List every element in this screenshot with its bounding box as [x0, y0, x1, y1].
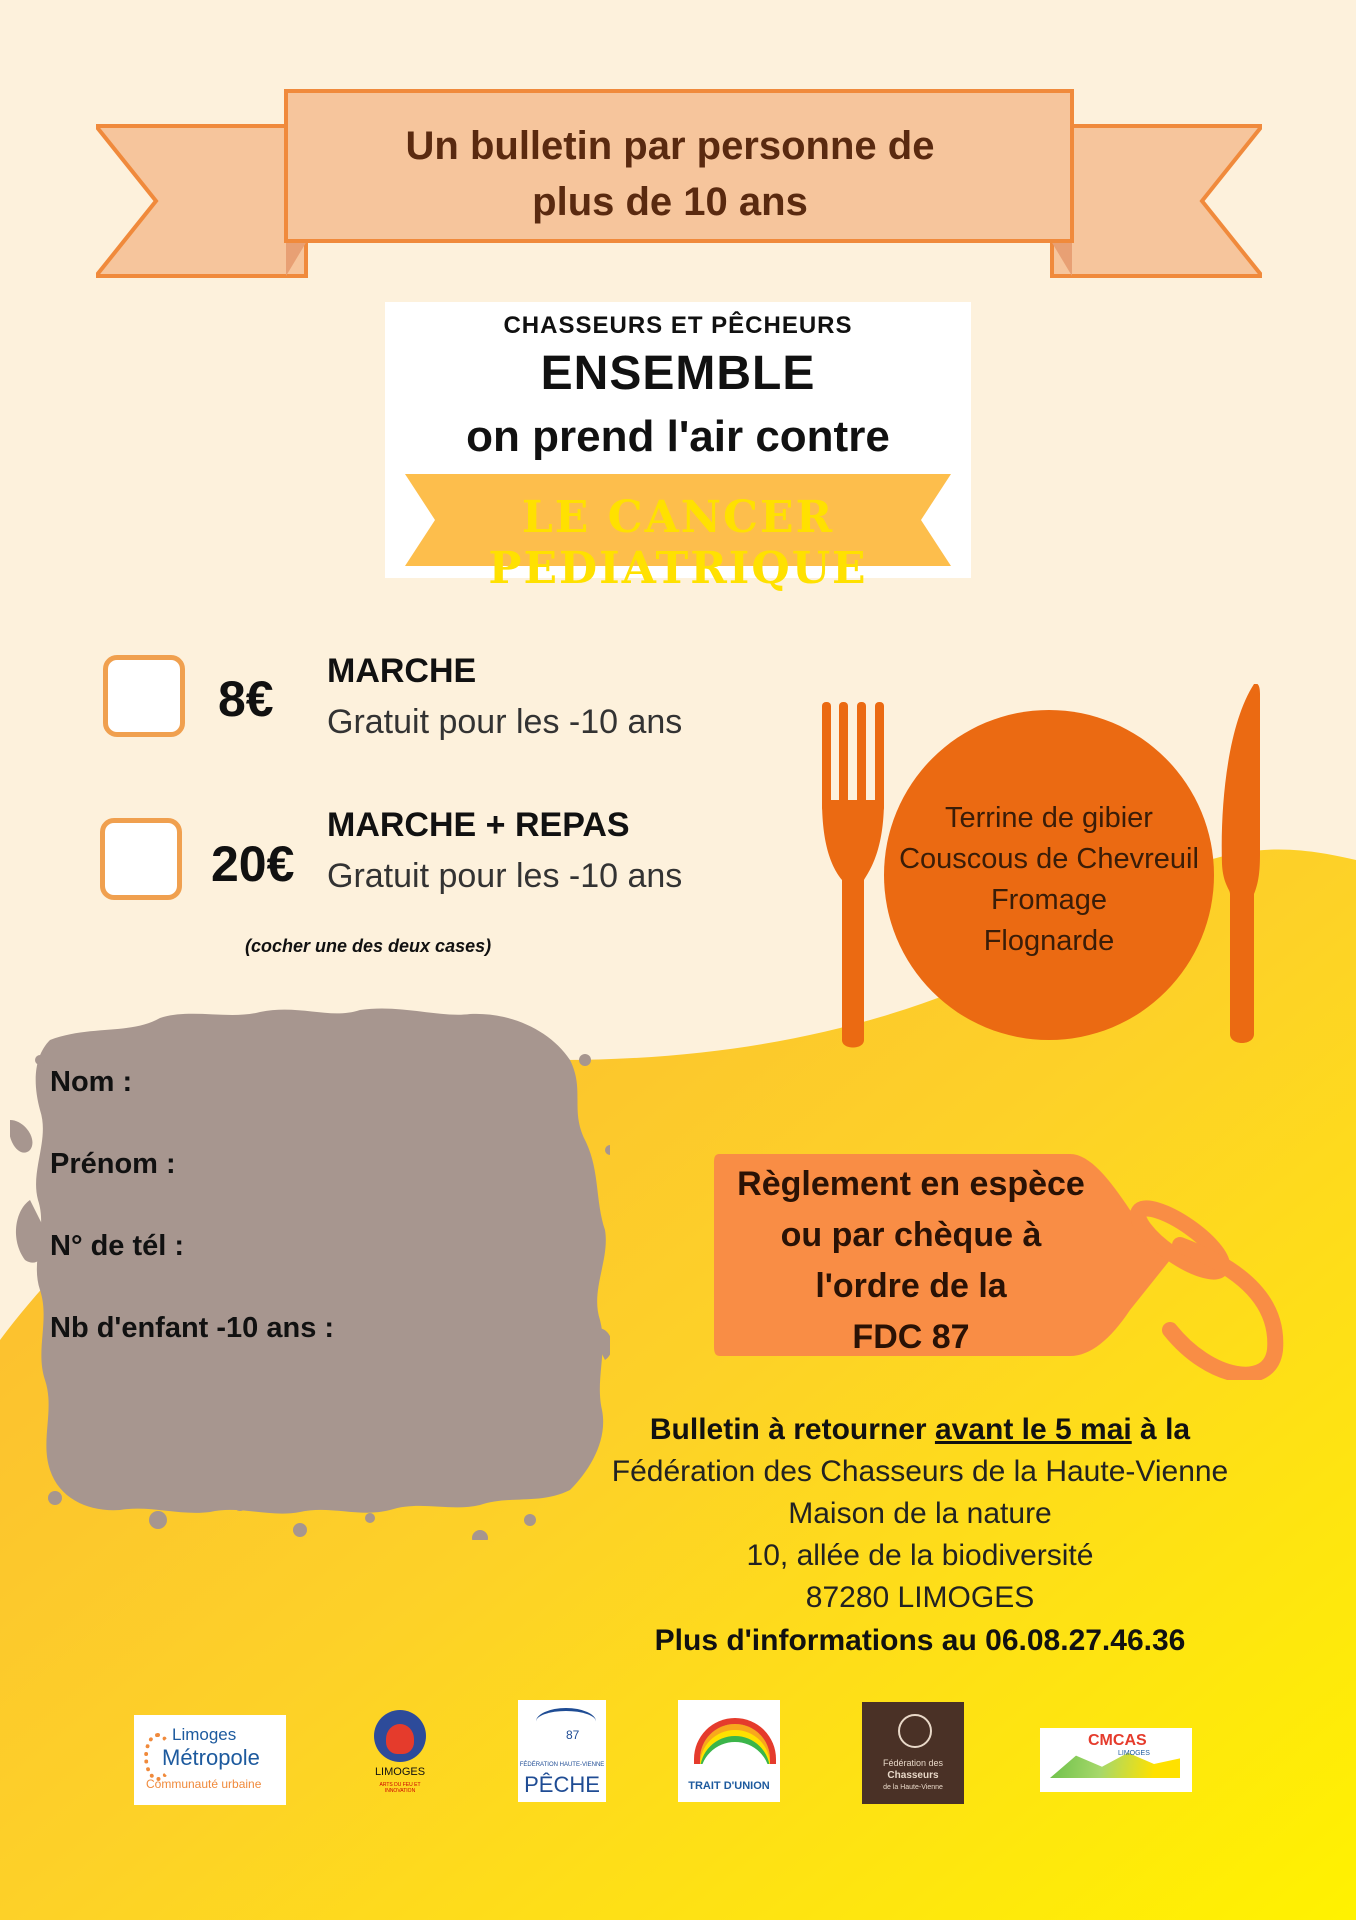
payment-line4: FDC 87: [852, 1318, 970, 1356]
ribbon-text: [290, 118, 1050, 230]
logo-cmcas: [1040, 1728, 1192, 1792]
ribbon-line1: Un bulletin par personne de: [405, 124, 935, 168]
return-prefix: Bulletin à retourner: [649, 1413, 935, 1446]
option-sub-marche: Gratuit pour les -10 ans: [327, 703, 683, 741]
title-heading: ENSEMBLE: [540, 347, 816, 400]
metropole-line2: Métropole: [162, 1745, 260, 1770]
limoges-flame-icon: [386, 1724, 414, 1754]
form-label-enfants: Nb d'enfant -10 ans :: [50, 1312, 335, 1344]
chasseurs-line2: Chasseurs: [887, 1770, 939, 1781]
payment-info: [716, 1159, 1106, 1363]
return-line5: 87280 LIMOGES: [805, 1581, 1035, 1614]
trait-union-name: TRAIT D'UNION: [688, 1780, 770, 1792]
fork-icon: [820, 700, 886, 1050]
option-sub-marche-repas: Gratuit pour les -10 ans: [327, 857, 683, 895]
title-banner-text: LE CANCER PEDIATRIQUE: [488, 492, 868, 594]
checkbox-marche-repas[interactable]: [100, 818, 182, 900]
ribbon-line2: plus de 10 ans: [532, 180, 808, 224]
options-note: (cocher une des deux cases): [245, 936, 492, 956]
form-label-prenom: Prénom :: [50, 1148, 176, 1180]
menu-item-3: Fromage: [990, 884, 1108, 916]
trait-union-rainbow-icon: [694, 1718, 776, 1764]
knife-icon: [1218, 684, 1262, 1046]
metropole-line1: Limoges: [172, 1725, 237, 1744]
peche-num: 87: [566, 1728, 580, 1742]
cmcas-name: CMCAS: [1088, 1732, 1147, 1749]
return-info: Plus d'informations au 06.08.27.46.36: [654, 1624, 1186, 1657]
price-marche: 8€: [218, 671, 274, 727]
payment-line3: l'ordre de la: [815, 1267, 1007, 1305]
payment-line1: Règlement en espèce: [737, 1165, 1085, 1203]
peche-federation: FÉDÉRATION HAUTE-VIENNE: [519, 1762, 605, 1768]
payment-line2: ou par chèque à: [780, 1216, 1042, 1254]
logo-trait-union: [678, 1700, 780, 1802]
logo-federation-chasseurs: [862, 1702, 964, 1804]
menu-item-4: Flognarde: [983, 925, 1115, 957]
form-label-tel: N° de tél :: [50, 1230, 185, 1262]
title-tagline: on prend l'air contre: [466, 412, 890, 461]
return-line2: Fédération des Chasseurs de la Haute-Vienne: [611, 1455, 1229, 1488]
title-box: [385, 302, 971, 594]
option-title-marche-repas: MARCHE + REPAS: [327, 806, 630, 844]
logo-peche: [518, 1700, 606, 1802]
cmcas-landscape-icon: [1050, 1750, 1180, 1778]
return-deadline: avant le 5 mai: [934, 1413, 1132, 1446]
limoges-name: LIMOGES: [374, 1766, 426, 1778]
checkbox-marche[interactable]: [103, 655, 185, 737]
menu-item-1: Terrine de gibier: [945, 802, 1153, 834]
option-title-marche: MARCHE: [327, 652, 477, 690]
metropole-line3: Communauté urbaine: [146, 1777, 262, 1791]
chasseurs-line1: Fédération des: [882, 1758, 944, 1768]
price-marche-repas: 20€: [211, 836, 295, 892]
return-line4: 10, allée de la biodiversité: [746, 1539, 1094, 1572]
limoges-tagline: ARTS DU FEU ET INNOVATION: [379, 1782, 421, 1794]
return-line3: Maison de la nature: [788, 1497, 1052, 1530]
menu-item-2: Couscous de Chevreuil: [899, 843, 1199, 875]
title-subheading: CHASSEURS ET PÊCHEURS: [503, 312, 853, 339]
logo-limoges-metropole: [134, 1715, 286, 1805]
chasseurs-line3: de la Haute-Vienne: [883, 1784, 943, 1791]
return-line1: [550, 1413, 1290, 1447]
cmcas-city: LIMOGES: [1118, 1750, 1150, 1757]
return-suffix: à la: [1131, 1413, 1191, 1446]
chasseurs-emblem-icon: [898, 1714, 932, 1748]
form-label-nom: Nom :: [50, 1066, 133, 1098]
peche-name: PÊCHE: [524, 1772, 600, 1797]
logo-limoges: [364, 1710, 436, 1802]
